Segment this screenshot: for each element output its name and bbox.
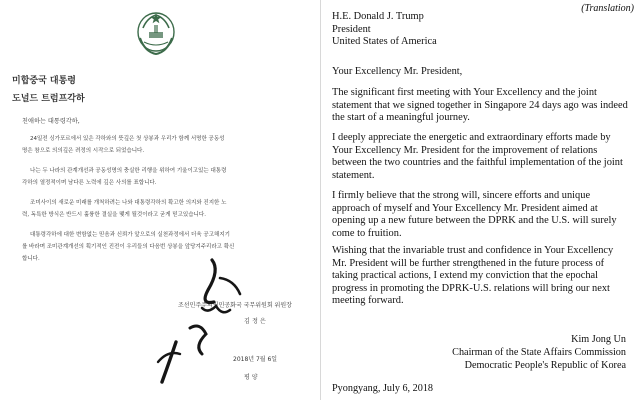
paragraph: The significant first meeting with Your Excellency and the joint statement that we signed together in Singapore 24 days ago was indeed the start of a meaningful journey. xyxy=(332,87,628,124)
salutation: Your Excellency Mr. President, xyxy=(332,66,463,77)
signature-block xyxy=(452,334,626,372)
korean-text-line: 력, 독특한 방식은 반드시 훌륭한 결실을 맺게 될것이라고 굳게 믿고있습니다. xyxy=(22,212,206,218)
korean-org-line: 조선민주주의인민공화국 국무위원회 위원장 xyxy=(178,302,292,309)
address-line: H.E. Donald J. Trump xyxy=(332,11,424,22)
korean-text-line: 각하의 열정적이며 남다른 노력에 깊은 사의를 표합니다. xyxy=(22,180,157,186)
korean-city-line: 평 양 xyxy=(244,374,258,381)
korean-text-line: 명은 참으로 의의깊은 려정의 시작으로 되었습니다. xyxy=(22,148,145,154)
translation-label: (Translation) xyxy=(581,3,634,14)
national-emblem-icon xyxy=(135,8,177,58)
korean-text-line: 나는 두 나라의 관계개선과 공동성명의 충실한 리행을 위하여 기울이고있는 대통령 xyxy=(30,168,227,174)
recipient-line: 미합중국 대통령 xyxy=(12,76,76,86)
place-date: Pyongyang, July 6, 2018 xyxy=(332,383,434,394)
korean-text-line: 합니다. xyxy=(22,256,40,262)
translation-page xyxy=(321,0,640,400)
korean-text-line: 조미사이의 새로운 미래를 개척하려는 나와 대통령각하의 확고한 의지와 진지한 노 xyxy=(30,200,227,206)
korean-text-line: 를 바라며 조미관계개선의 획기적인 진전이 우리들의 다음번 상봉을 앞당겨주리라고 확신 xyxy=(22,244,235,250)
korean-greeting: 친애하는 대통령각하, xyxy=(22,118,80,125)
korean-date-line: 2018년 7월 6일 xyxy=(233,356,278,363)
paragraph: Wishing that the invariable trust and confidence in Your Excellency Mr. President will be further strengthened in the future process of taking practical actions, I extend my conviction that the epochal progress in promoting the DPRK-U.S. relations will bring our next meeting forward. xyxy=(332,245,614,307)
address-line: President xyxy=(332,23,371,35)
handwritten-signature xyxy=(150,250,270,390)
korean-name-line: 김 정 은 xyxy=(244,318,266,325)
signatory-name: Kim Jong Un xyxy=(571,334,626,345)
address-line: United States of America xyxy=(332,36,437,48)
paragraph: I firmly believe that the strong will, sincere efforts and unique approach of myself and Your Excellency Mr. President aimed at opening up a new future between the DPRK and the U.S. will surely come to fruition. xyxy=(332,190,617,239)
recipient-line: 도널드 트럼프각하 xyxy=(12,94,85,104)
address-block xyxy=(332,11,437,49)
signatory-title: Chairman of the State Affairs Commission xyxy=(452,346,626,358)
paragraph: I deeply appreciate the energetic and extraordinary efforts made by Your Excellency Mr. President for the improvement of relations between the two countries and the faithful implementation of the joint statement. xyxy=(332,132,623,181)
korean-text-line: 24일전 싱가포르에서 있은 각하와의 뜻깊은 첫 상봉과 우리가 함께 서명한 공동성 xyxy=(30,136,225,142)
korean-text-line: 대통령각하에 대한 변함없는 믿음과 신뢰가 앞으로의 실천과정에서 더욱 공고해지기 xyxy=(30,232,230,238)
signatory-title: Democratic People's Republic of Korea xyxy=(464,359,626,371)
